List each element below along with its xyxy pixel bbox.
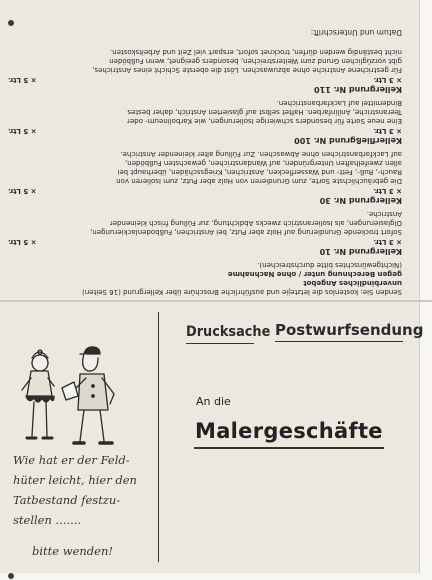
recipient-name: Malergeschäfte <box>195 419 383 443</box>
order-quantity-row: × 3 Ltr. × 5 Ltr. <box>8 187 402 195</box>
order-form: Senden Sie: kostenlos die letztejie und ausführliche Broschüre über Kellergrund (16 Seiten) unverbindliches Angebot gegen Berechnung unter / ohne Nachnahme (Nichtgewünschtes bitte durchstreichen). Kellergrund Nr. 10 × 3 Ltr. × 5 Ltr. Sofort trockende Grundierung auf Holz aber Putz, bei Anstrichen, Fußbodenlackierungen, Ölglasierungen, als Isolieranstrich zwecks Abdichtung, zur Füllung frisch kleinender Anstriche. Kellergrund Nr. 30 × 3 Ltr. × 5 Ltr. Die gebräuchlichste Sorte, zum Grundieren von Holz aber Putz, zum Isolieren von Rauch-, Ruß-, Fett- und Wasserflecken, Anstrichen, Kriegsschäden, überhaupt bei allen zweifelhaften Untergründen, auf Wandanstrichen, gewachsten Fußböden, auf Lackfarbanstrichen ohne Abwaschen. Zur Füllung alter kleinender Anstriche. Kellerfließgrund Nr. 100 × 3 Ltr. × 5 Ltr. Eine neue Sorte für besonders schwierige Isolierungen, wie Karbolineum- oder Teeranstriche, Anilinfarben. Haftet selbst auf glasierten Anstrich, daher bestes Bindemittel auf Lackfarbanstrichen. Kellergrund Nr. 110 × 3 Ltr. × 5 Ltr. Für gestrichene Anstriche ohne abzuwaschen. Löst die oberste Schicht eines Anstriches, gibt vorzüglichen Grund zum Weiterstreichen, besonders geeignet, wenn Fußböden nicht beständig werden dürfen, trocknet sofort, erspart viel Zeit und Arbeitskosten. Datum und Unterschrift: <box>8 28 402 296</box>
signature-label: Datum und Unterschrift: <box>310 28 402 37</box>
recipient-underline <box>194 447 384 449</box>
intro-line: unverbindliches Angebot <box>303 279 402 287</box>
panel-divider <box>158 312 159 562</box>
drucksache-label: Drucksache <box>186 324 271 340</box>
handwritten-caption: Wie hat er der Feld- hüter leicht, hier den Tatbestand festzu- stellen ....... <box>13 453 137 527</box>
intro-line: gegen Berechnung unter / ohne Nachnahme <box>227 270 402 278</box>
turn-over-note: bitte wenden! <box>32 544 113 558</box>
postwurfsendung-underline <box>275 341 403 342</box>
intro-note: (Nichtgewünschtes bitte durchstreichen). <box>257 261 402 269</box>
drucksache-underline <box>186 343 254 344</box>
fold-line <box>0 300 432 302</box>
right-paper-edge <box>419 0 432 580</box>
address-prefix: An die <box>196 395 231 408</box>
order-quantity-row: × 3 Ltr. × 5 Ltr. <box>8 238 402 246</box>
product-heading: Kellergrund Nr. 110 <box>314 85 402 94</box>
product-heading: Kellerfließgrund Nr. 100 <box>294 136 402 145</box>
product-heading: Kellergrund Nr. 10 <box>319 247 402 256</box>
product-heading: Kellergrund Nr. 30 <box>319 196 402 205</box>
bottom-paper-edge <box>0 573 432 580</box>
order-quantity-row: × 3 Ltr. × 5 Ltr. <box>8 76 402 84</box>
cartoon-illustration <box>14 338 124 453</box>
order-quantity-row: × 3 Ltr. × 5 Ltr. <box>8 127 402 135</box>
postwurfsendung-label: Postwurfsendung <box>275 321 424 339</box>
intro-line: Senden Sie: kostenlos die letztejie und ausführliche Broschüre über Kellergrund (16 Seiten) <box>82 288 402 296</box>
